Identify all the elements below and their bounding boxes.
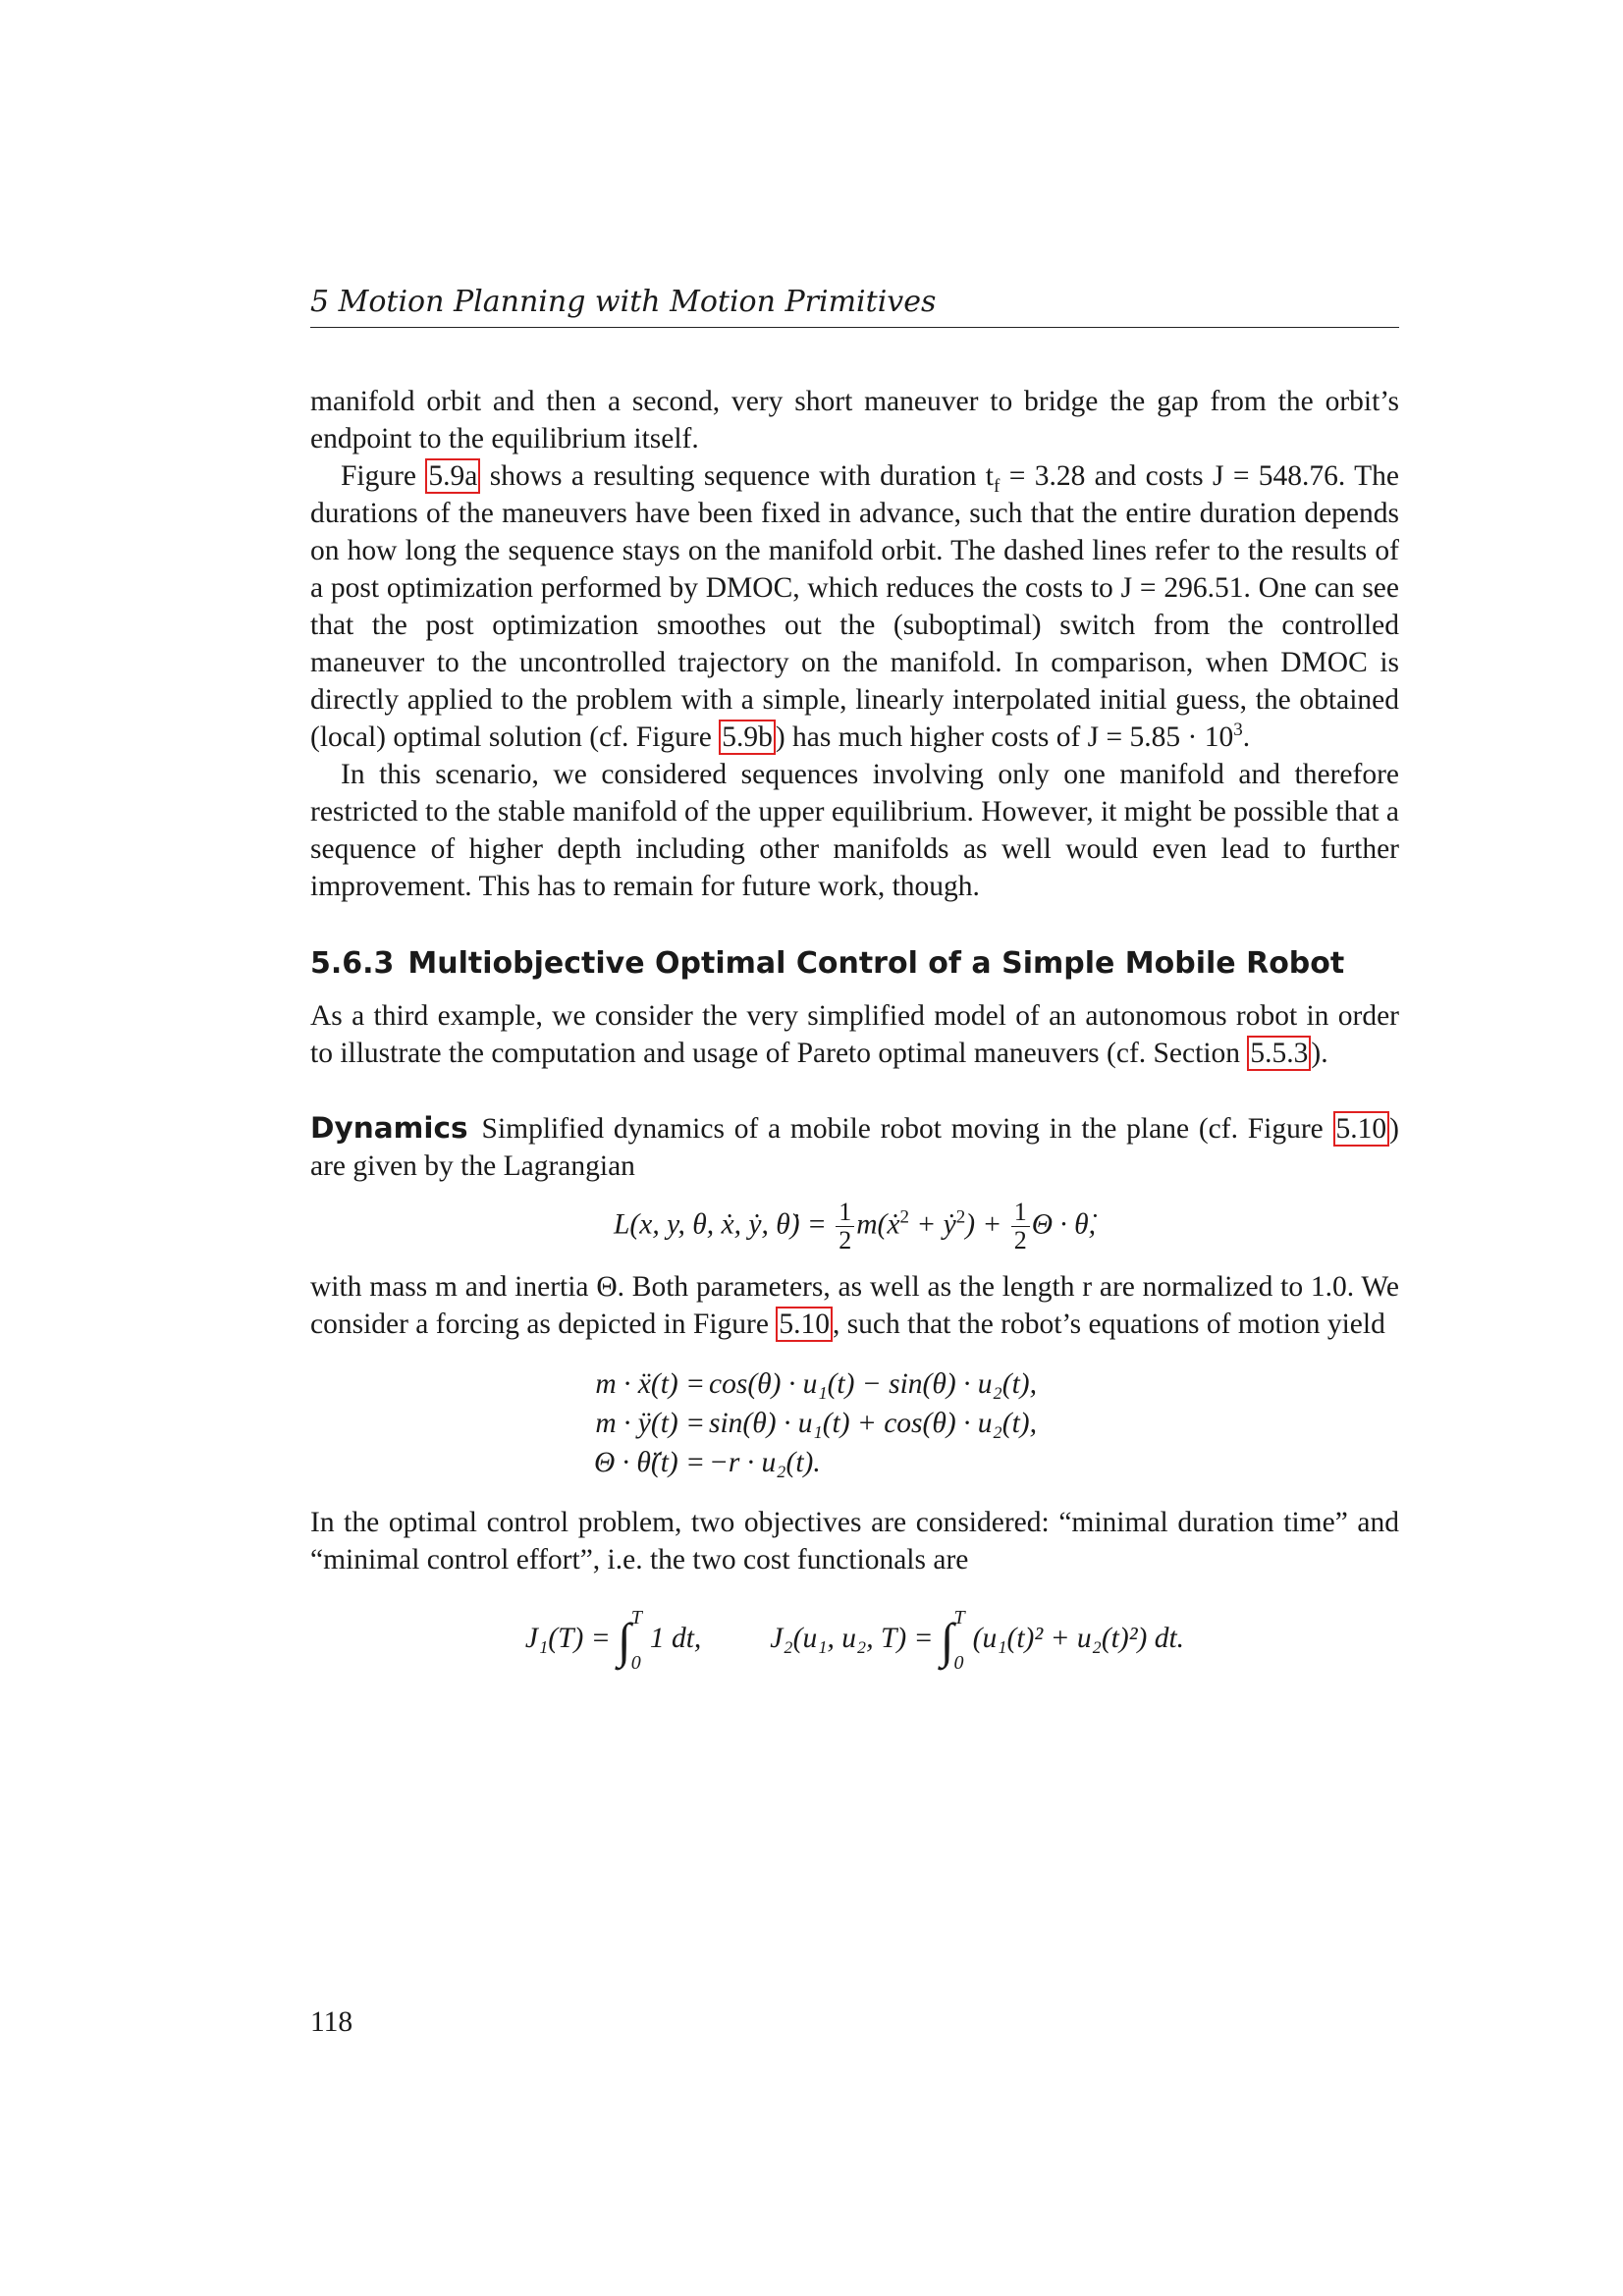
integral-limits [954,1608,965,1673]
section-link-5-5-3[interactable]: 5.5.3 [1247,1036,1311,1071]
text-run: As a third example, we consider the very simplified model of an autonomous robot in order to illustrate the computation and usage of Pareto optimal maneuvers (cf. Section [310,1000,1399,1069]
equation-term: m(ẋ [856,1208,900,1241]
paragraph-3: In this scenario, we considered sequences involving only one manifold and therefore restricted to the stable manifold of the upper equilibrium. However, it might be possible that a sequence of higher depth including other manifolds as well would even lead to further improvement. This has to remain for future work, though. [310,759,1399,902]
equation-rhs: −r · u₂(t). [709,1447,821,1478]
section-heading [310,944,1399,984]
running-header: 5 Motion Planning with Motion Primitives [310,285,937,319]
equation-lhs: J₂(u₁, u₂, T) = [770,1622,934,1654]
equation-lhs: m · ẍ(t) = [595,1368,705,1400]
figure-link-5-10[interactable]: 5.10 [1333,1111,1390,1147]
integrand: 1 dt, [649,1622,702,1654]
text-run: ) has much higher costs of J = 5.85 · 10 [775,721,1234,753]
paragraph-1: manifold orbit and then a second, very short maneuver to bridge the gap from the orbit’s endpoint to the equilibrium itself. [310,386,1399,454]
text-run: Figure [341,460,426,492]
fraction-half [1011,1199,1030,1255]
dynamics-paragraph [310,1109,1399,1185]
fraction-denominator: 2 [1013,1226,1027,1255]
equation-term: Θ · θ̇, [1031,1208,1096,1241]
text-run: Simplified dynamics of a mobile robot moving in the plane (cf. Figure [481,1113,1333,1145]
text-run: with mass m and inertia Θ. Both parameters, as well as the length r are normalized to 1.0. We consider a forcing as depicted in Figure [310,1271,1399,1340]
equation-term: ) + [965,1208,1002,1241]
upper-limit: T [630,1607,642,1629]
text-run: shows a resulting sequence with duration t [480,460,995,492]
text-run: ). [1311,1038,1328,1069]
figure-link-5-10[interactable]: 5.10 [776,1307,833,1342]
equation-rhs: sin(θ) · u₁(t) + cos(θ) · u₂(t), [709,1408,1038,1439]
equation-term: + ẏ [908,1208,956,1241]
cost-j1 [525,1608,701,1673]
text-run: ) are given by the Lagrangian [310,1113,1399,1182]
superscript: 2 [899,1206,909,1228]
cost-j2 [770,1608,1184,1673]
superscript: 3 [1233,720,1243,741]
section-number: 5.6.3 [310,946,395,981]
dynamics-followup [310,1268,1399,1343]
text-run: . [1242,721,1251,753]
figure-link-5-9a[interactable]: 5.9a [425,458,480,494]
fraction-numerator: 1 [836,1199,854,1227]
lower-limit: 0 [953,1652,964,1674]
upper-limit: T [953,1607,965,1629]
equation-row [587,1364,1137,1404]
equation-lhs: J₁(T) = [524,1622,611,1654]
section-title: Multiobjective Optimal Control of a Simple Mobile Robot [407,946,1345,981]
equation-rhs: cos(θ) · u₁(t) − sin(θ) · u₂(t), [709,1368,1038,1400]
cost-functionals [310,1608,1399,1673]
subscript: f [994,475,1001,497]
body-text [310,383,1399,1702]
equation-row [587,1443,1137,1482]
equations-of-motion [587,1364,1137,1482]
equation-row [587,1404,1137,1443]
integrand: (u₁(t)² + u₂(t)²) dt. [972,1622,1185,1654]
equation-lhs: m · ÿ(t) = [595,1408,705,1439]
figure-link-5-9b[interactable]: 5.9b [719,720,776,755]
text-run: , such that the robot’s equations of motion yield [832,1308,1385,1340]
fraction-denominator: 2 [839,1226,852,1255]
section-intro [310,997,1399,1072]
paragraph-heading-dynamics: Dynamics [310,1111,468,1145]
fraction-half [836,1199,854,1255]
text-run: = 3.28 and costs J = 548.76. The durations of the maneuvers have been fixed in advance, such that the entire duration depends on how long the sequence stays on the manifold orbit. The dashed lines refer to the results of a post optimization performed by DMOC, which reduces the costs to J = 296.51. One can see that the post optimization smoothes out the (suboptimal) switch from the controlled maneuver to the uncontrolled trajectory on the manifold. In comparison, when DMOC is directly applied to the problem with a simple, linearly interpolated initial guess, the obtained (local) optimal solution (cf. Figure [310,460,1399,753]
fraction-numerator: 1 [1011,1199,1030,1227]
lower-limit: 0 [630,1652,641,1674]
integral-sign: ∫ [617,1613,631,1668]
integral-limits [631,1608,642,1673]
paragraph-2 [310,457,1399,756]
page-number: 118 [310,2006,353,2038]
equation-lhs: L(x, y, θ, ẋ, ẏ, θ̇) = [614,1208,827,1241]
integral-sign: ∫ [940,1613,954,1668]
superscript: 2 [955,1206,966,1228]
header-rule [310,327,1399,328]
equation-lhs: Θ · θ̈(t) = [593,1447,705,1478]
objectives-paragraph: In the optimal control problem, two objectives are considered: “minimal duration time” and “minimal control effort”, i.e. the two cost functionals are [310,1507,1399,1575]
lagrangian-equation [310,1199,1399,1255]
